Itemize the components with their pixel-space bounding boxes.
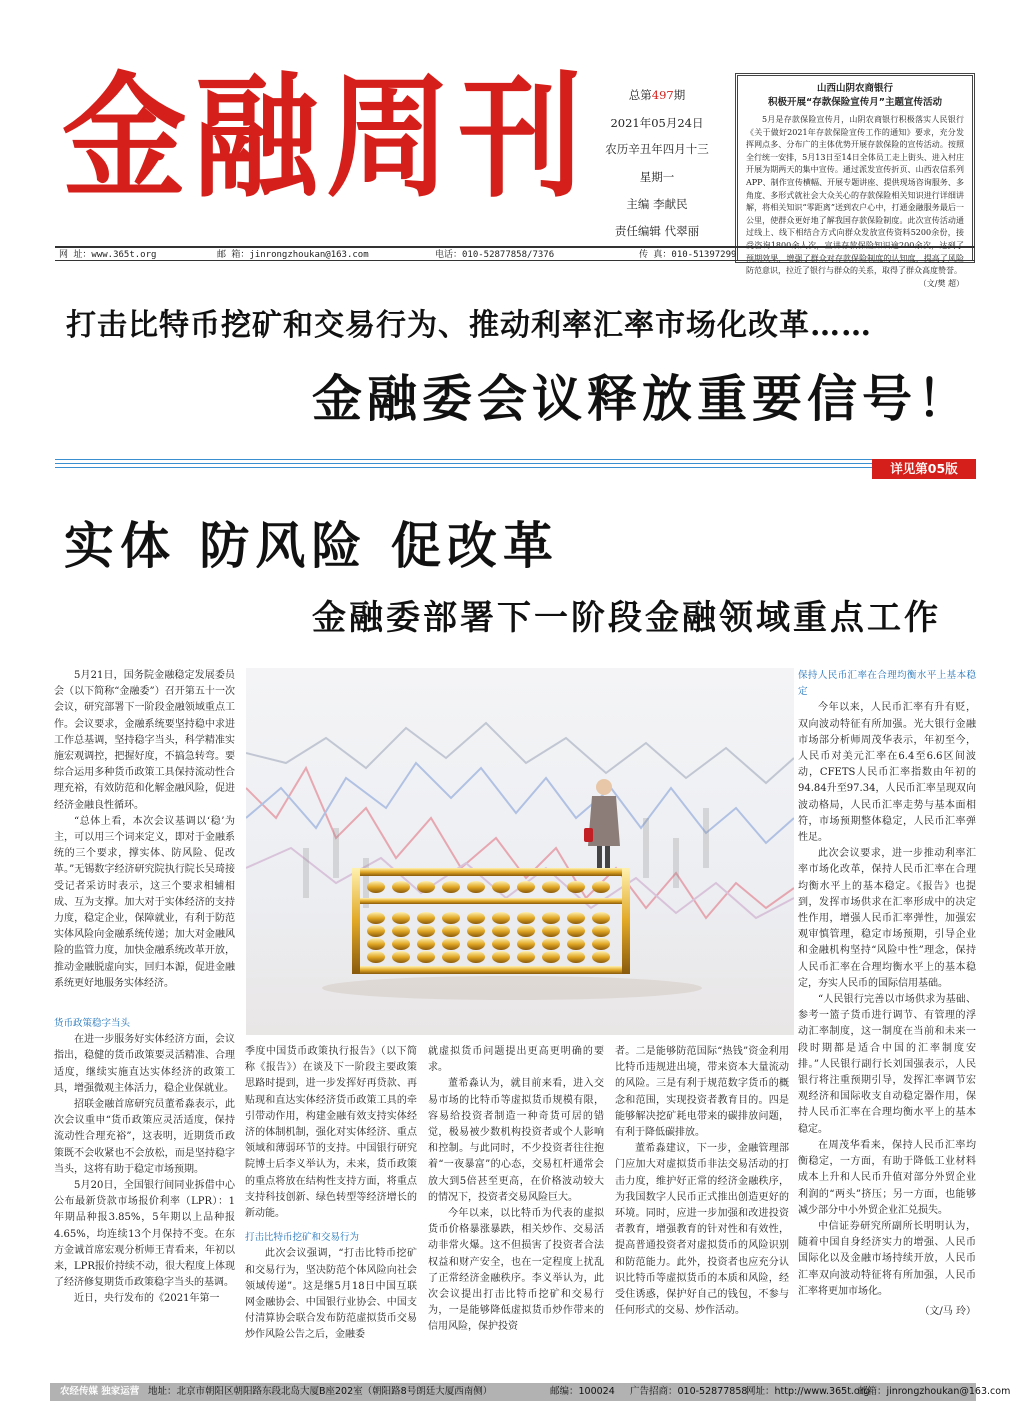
responsible-editor: 责任编辑 代翠丽	[614, 224, 700, 238]
article-col-3	[428, 1044, 604, 1336]
article-paragraph: 董希淼认为，就目前来看，进入交易市场的比特币等虚拟货币规模有限，容易给投资者制造一种奇货可居的错觉，极易被少数机构投资者或个人影响和控制。与此同时，不少投资者往往抱着“一夜暴富”的心态，交易杠杆通常会放大到5倍甚至更高，在价格波动较大的情况下，投资者交易风险巨大。	[428, 1078, 604, 1203]
article-paragraph: 在进一步服务好实体经济方面，会议指出，稳健的货币政策要灵活精准、合理适度，继续实施直达实体经济的政策工具，增强微观主体活力，稳企业保就业。	[54, 1034, 235, 1094]
lunar-date: 农历辛丑年四月十三	[605, 142, 709, 156]
issue-date: 2021年05月24日	[610, 116, 704, 130]
article-paragraph: 此次会议要求，进一步推动利率汇率市场化改革，保持人民币汇率在合理均衡水平上的基本稳定。《报告》也提到，发挥市场供求在汇率形成中的决定性作用，增强人民币汇率弹性，加强宏观审慎管理，稳定市场预期，引导企业和金融机构坚持“风险中性”理念，保持人民币汇率在合理均衡水平上的基本稳定，夯实人民币的国际信用基础。	[798, 848, 976, 989]
article-byline: （文/马 玲）	[919, 1305, 976, 1317]
article-paragraph: 者。二是能够防范国际“热钱”资金利用比特币违规进出境，带来资本大量流动的风险。三是有利于规范数字货币的概念和范围，实现投资者教育目的。四是能够解决挖矿耗电带来的碳排放问题，有利于降低碳排放。	[615, 1046, 789, 1139]
article-paragraph: 招联金融首席研究员董希淼表示，此次会议重申“货币政策应灵活适度，保持流动性合理充裕”，这表明，近期货币政策既不会收紧也不会放松，而是坚持稳字当头，这将有助于稳定市场预期。	[54, 1099, 235, 1175]
article-col-4	[615, 1044, 789, 1319]
footer-brand: 农经传媒 独家运营	[60, 1386, 140, 1397]
footer-address: 地址：北京市朝阳区朝阳路东段北岛大厦B座202室（朝阳路8号朗廷大厦西南侧）	[148, 1386, 493, 1397]
article-paragraph: 5月21日，国务院金融稳定发展委员会（以下简称“金融委”）召开第五十一次会议，研究部署下一阶段金融领域重点工作。会议要求，金融系统要坚持稳中求进工作总基调，坚持稳字当头，科学精准实施宏观调控，把握好度，不搞急转弯。要综合运用多种货币政策工具保持流动性合理充裕，有效防范和化解金融风险，促进经济金融良性循环。	[54, 670, 235, 811]
section-heading: 货币政策稳字当头	[54, 1018, 131, 1029]
article-col-5	[798, 668, 976, 1320]
main-subhead: 金融委部署下一阶段金融领域重点工作	[312, 598, 941, 638]
divider-line	[55, 459, 972, 460]
main-headline: 实体 防风险 促改革	[64, 516, 559, 575]
section-heading: 打击比特币挖矿和交易行为	[245, 1232, 360, 1244]
article-paragraph: 今年以来，人民币汇率有升有贬，双向波动特征有所加强。光大银行金融市场部分析师周茂华表示，年初至今，人民币对美元汇率在6.4至6.6区间波动，CFETS人民币汇率指数由年初的94.84升至97.34，人民币汇率呈现双向波动格局，人民币汇率走势与基本面相符，市场预期整体稳定，人民币汇率弹性足。	[798, 702, 976, 844]
footer-postcode: 邮编：100024	[550, 1386, 615, 1397]
top-story-kicker: 打击比特币挖矿和交易行为、推动利率汇率市场化改革……	[66, 308, 872, 343]
article-col-1	[54, 668, 235, 992]
masthead-title: 金融周刊	[62, 58, 591, 216]
footer-bar	[50, 1383, 1011, 1401]
divider-line	[55, 463, 972, 464]
chief-editor: 主编 李献民	[626, 197, 688, 211]
article-paragraph: 季度中国货币政策执行报告》（以下简称《报告》）在谈及下一阶段主要政策思路时提到，进一步发挥好再贷款、再贴现和直达实体经济货币政策工具的牵引带动作用，构建金融有效支持实体经济的体制机制，强化对实体经济、重点领域和薄弱环节的支持。中国银行研究院博士后李义举认为，未来，货币政策的重点将放在结构性支持方面，将重点支持科技创新、绿色转型等经济增长的新动能。	[245, 1046, 417, 1220]
footer-email: 邮箱：jinrongzhoukan@163.com	[858, 1386, 1011, 1397]
promo-box	[735, 73, 975, 288]
contact-email: 邮 箱：jinrongzhoukan@163.com	[217, 250, 369, 260]
article-col-1-lower	[54, 1012, 235, 1308]
top-story-headline: 金融委会议释放重要信号！	[312, 369, 972, 428]
article-photo	[246, 668, 794, 1035]
see-more-badge: 详见第05版	[872, 459, 976, 479]
promo-org: 山西山阴农商银行	[816, 83, 893, 94]
weekday: 星期一	[639, 170, 675, 184]
article-paragraph: 此次会议强调，“打击比特币挖矿和交易行为，坚决防范个体风险向社会领域传递”。这是继5月18日中国互联网金融协会、中国银行业协会、中国支付清算协会联合发布防范虚拟货币交易炒作风险公告之后，金融委	[245, 1248, 417, 1341]
article-col-2	[245, 1044, 417, 1344]
contact-fax: 传 真：010-51397299	[639, 250, 737, 260]
promo-title: 积极开展“存款保险宣传月”主题宣传活动	[768, 97, 942, 108]
contact-website: 网 址：www.365t.org	[59, 250, 157, 260]
abacus-figurine-image	[246, 668, 794, 1035]
article-paragraph: 在周茂华看来，保持人民币汇率均衡稳定，一方面，有助于降低工业材料成本上升和人民币升值对部分外贸企业利润的“两头”挤压；另一方面，也能够减少部分中小外贸企业汇兑损失。	[798, 1139, 976, 1216]
article-paragraph: 中信证券研究所副所长明明认为，随着中国自身经济实力的增强、人民币国际化以及金融市场持续开放，人民币汇率双向波动特征将有所加强，人民币汇率将更加市场化。	[798, 1220, 976, 1297]
article-paragraph: 今年以来，以比特币为代表的虚拟货币价格暴涨暴跌，相关炒作、交易活动非常火爆。这不但损害了投资者合法权益和财产安全，也在一定程度上扰乱了正常经济金融秩序。李义举认为，此次会议提出打击比特币挖矿和交易行为，一是能够降低虚拟货币炒作带来的信用风险，保护投资	[428, 1208, 604, 1333]
divider-line	[55, 467, 972, 468]
article-paragraph: 就虚拟货币问题提出更高更明确的要求。	[428, 1046, 604, 1074]
contact-bar	[55, 246, 975, 261]
issue-number: 总第497期	[628, 88, 686, 102]
article-paragraph: “人民银行完善以市场供求为基础、参考一篮子货币进行调节、有管理的浮动汇率制度，这一制度在当前和未来一段时期都是适合中国的汇率制度安排。”人民银行副行长刘国强表示，人民银行将注重预期引导，发挥汇率调节宏观经济和国际收支自动稳定器作用，保持人民币汇率在合理均衡水平上的基本稳定。	[798, 994, 976, 1135]
promo-body: 5月是存款保险宣传月，山阴农商银行积极落实人民银行《关于做好2021年存款保险宣传工作的通知》要求，充分发挥网点多、分布广的主体优势开展存款保险的宣传活动。按照全行统一安排，5月13日至14日全体员工走上街头、进入村庄开展为期两天的集中宣传。通过派发宣传折页、山西农信系列APP、制作宣传横幅、开展专题讲座、提供现场咨询服务、多角度、多形式就社会大众关心的存款保险相关知识进行详细讲解，将相关知识“零距离”送到农户心中，打通金融服务最后一公里，使群众更好地了解我国存款保险制度。此次宣传活动通过线上、线下相结合方式向群众发放宣传资料5200余份，接受咨询1800余人次，宣讲存款保险知识逾200余次，达到了预期效果，增强了群众对存款保险制度的认知度，提高了风险防范意识，拉近了银行与群众的关系，取得了群众高度赞誉。	[746, 115, 964, 276]
article-paragraph: 近日，央行发布的《2021年第一	[74, 1293, 220, 1305]
contact-phone: 电话：010-52877858/7376	[435, 250, 555, 260]
article-paragraph: “总体上看，本次会议基调以‘稳’为主，可以用三个词来定义，即对于金融系统的三个要求，撑实体、防风险、促改革。”无锡数字经济研究院执行院长吴琦接受记者采访时表示，这三个要求相辅相成、互为支撑。加大对于实体经济的支持力度，稳定企业，保障就业，有利于防范实体风险向金融系统传递；加大对金融风险的监管力度，加快金融系统改革开放，推动金融脱虚向实，回归本源，促进金融系统更好地服务实体经济。	[54, 815, 235, 989]
article-paragraph: 董希淼建议，下一步，金融管理部门应加大对虚拟货币非法交易活动的打击力度，维护好正常的经济金融秩序，为我国数字人民币正式推出创造更好的环境。同时，应进一步加强和改进投资者教育，增强教育的针对性和有效性，提高普通投资者对虚拟货币的风险识别和防范能力。此外，投资者也应充分认识比特币等虚拟货币的本质和风险，经受住诱惑，保护好自己的钱包，不参与任何形式的交易、炒作活动。	[615, 1143, 789, 1317]
promo-author: （文/樊 超）	[918, 278, 964, 288]
section-heading: 保持人民币汇率在合理均衡水平上基本稳定	[798, 670, 976, 698]
footer-website: 网址：http://www.365t.org	[746, 1386, 870, 1397]
article-paragraph: 5月20日，全国银行间同业拆借中心公布最新贷款市场报价利率（LPR）：1年期品种报3.85%，5年期以上品种报4.65%，均连续13个月保持不变。在东方金诚首席宏观分析师王青看来，年初以来，LPR报价持续不动，很大程度上体现了经济修复期货币政策稳字当头的基调。	[54, 1180, 235, 1289]
footer-ads: 广告招商：010-52877858	[630, 1386, 748, 1397]
